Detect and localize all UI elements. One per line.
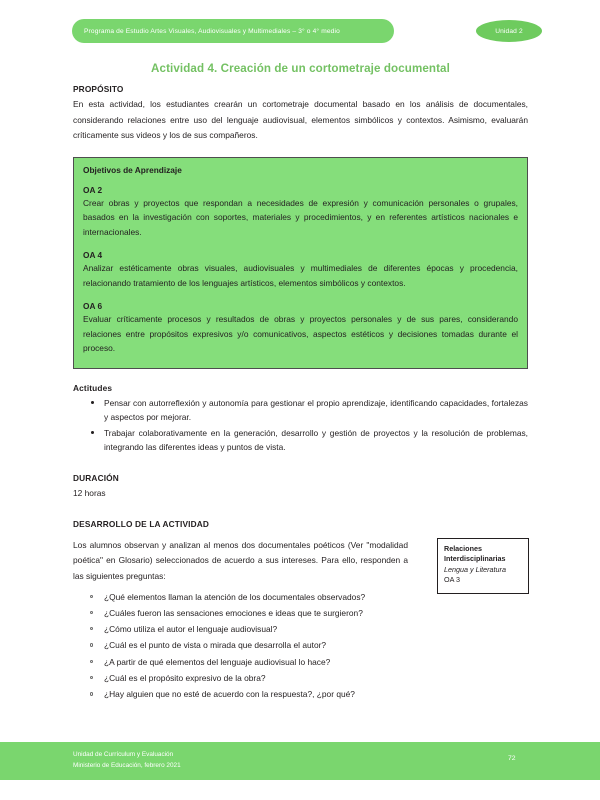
oa-code: OA 2 <box>83 184 103 195</box>
desarrollo-body <box>73 538 528 703</box>
circle-bullet-icon <box>90 595 93 598</box>
circle-bullet-icon <box>90 643 93 646</box>
page-number: 72 <box>508 755 516 762</box>
pregunta-text: ¿Cuáles fueron las sensaciones emociones e ideas que te surgieron? <box>104 607 363 618</box>
desarrollo-intro: Los alumnos observan y analizan al menos dos documentales poéticos (Ver "modalidad poética" en Glosario) seleccionados de acuerdo a sus intereses. Para ello, responden a las siguientes preguntas: <box>73 539 408 581</box>
list-item <box>73 654 408 670</box>
header-program-text: Programa de Estudio Artes Visuales, Audiovisuales y Multimediales – 3° o 4° medio <box>84 27 340 35</box>
proposito-text: En esta actividad, los estudiantes crearán un cortometraje documental basado en los análisis de documentales, considerando relaciones entre uso del lenguaje audiovisual, elementos simbólicos y contextos. Asimismo, evaluarán críticamente sus videos y los de sus compañeros. <box>73 99 528 141</box>
desarrollo-main-column <box>73 538 408 703</box>
desarrollo-section <box>73 519 528 703</box>
oa-code: OA 6 <box>83 301 103 312</box>
bullet-icon <box>91 431 94 434</box>
pregunta-text: ¿Hay alguien que no esté de acuerdo con la respuesta?, ¿por qué? <box>104 689 355 700</box>
oa-text: Analizar estéticamente obras visuales, audiovisuales y multimediales de diferentes épocas y procedencia, relacionando tratamiento de los lenguajes artísticos, elementos simbólicos y contextos. <box>83 263 518 288</box>
list-item <box>73 426 528 455</box>
list-item <box>73 670 408 686</box>
actitudes-section <box>73 383 528 455</box>
circle-bullet-icon <box>90 611 93 614</box>
side-box-title-line2: Interdisciplinarias <box>444 554 506 564</box>
pregunta-text: ¿Qué elementos llaman la atención de los documentales observados? <box>104 591 366 602</box>
duracion-value: 12 horas <box>73 487 106 498</box>
list-item <box>73 686 408 702</box>
actitudes-heading: Actitudes <box>73 382 113 393</box>
list-item <box>73 589 408 605</box>
pregunta-text: ¿Cuál es el propósito expresivo de la obra? <box>104 673 266 684</box>
circle-bullet-icon <box>90 627 93 630</box>
actitud-text: Trabajar colaborativamente en la generación, desarrollo y gestión de proyectos y la resolución de problemas, integrando las diferentes ideas y puntos de vista. <box>104 427 528 453</box>
circle-bullet-icon <box>90 676 93 679</box>
actitud-text: Pensar con autorreflexión y autonomía para gestionar el propio aprendizaje, identificando capacidades, fortalezas y aspectos por mejorar. <box>104 397 528 423</box>
side-box-code: OA 3 <box>444 575 460 585</box>
list-item <box>73 605 408 621</box>
page-header <box>0 19 600 43</box>
circle-bullet-icon <box>90 660 93 663</box>
objetivos-aprendizaje-box <box>73 157 528 369</box>
objetivos-box-title: Objetivos de Aprendizaje <box>83 164 182 175</box>
proposito-heading: PROPÓSITO <box>73 84 124 94</box>
footer-line-1: Unidad de Currículum y Evaluación <box>73 751 174 758</box>
oa-text: Crear obras y proyectos que respondan a necesidades de expresión y comunicación personales o grupales, basados en la investigación con soportes, materiales y procedimientos, y en referentes artísticos nacionales e internacionales. <box>83 197 518 237</box>
relaciones-interdisciplinarias-box <box>437 538 529 594</box>
pregunta-text: ¿A partir de qué elementos del lenguaje audiovisual lo hace? <box>104 656 331 667</box>
oa-item <box>83 185 518 240</box>
unit-badge-label: Unidad 2 <box>495 27 523 35</box>
header-program-band <box>72 19 394 43</box>
side-box-subject: Lengua y Literatura <box>444 564 506 574</box>
footer-line-2: Ministerio de Educación, febrero 2021 <box>73 761 181 769</box>
side-box-title-line1: Relaciones <box>444 543 482 553</box>
duracion-heading: DURACIÓN <box>73 472 119 483</box>
page-title: Actividad 4. Creación de un cortometraje documental <box>151 62 450 75</box>
pregunta-text: ¿Cuál es el punto de vista o mirada que desarrolla el autor? <box>104 640 327 651</box>
desarrollo-heading: DESARROLLO DE LA ACTIVIDAD <box>73 518 210 529</box>
pregunta-text: ¿Cómo utiliza el autor el lenguaje audiovisual? <box>104 624 278 635</box>
page-footer <box>0 742 600 780</box>
list-item <box>73 396 528 425</box>
proposito-section <box>73 84 528 144</box>
bullet-icon <box>91 401 94 404</box>
oa-text: Evaluar críticamente procesos y resultados de obras y proyectos personales y de sus pares, considerando relaciones entre propósitos expresivos y/o comunicativos, aspectos estéticos y decisiones tomadas durante el proceso. <box>83 314 518 354</box>
preguntas-list <box>73 589 408 703</box>
duracion-section <box>73 473 528 500</box>
list-item <box>73 637 408 653</box>
footer-credits <box>73 750 181 771</box>
circle-bullet-icon <box>90 692 93 695</box>
actitudes-list <box>73 396 528 455</box>
document-content <box>73 62 528 703</box>
list-item <box>73 621 408 637</box>
unit-badge <box>476 20 542 42</box>
oa-item <box>83 301 518 356</box>
oa-item <box>83 250 518 290</box>
oa-code: OA 4 <box>83 250 103 261</box>
